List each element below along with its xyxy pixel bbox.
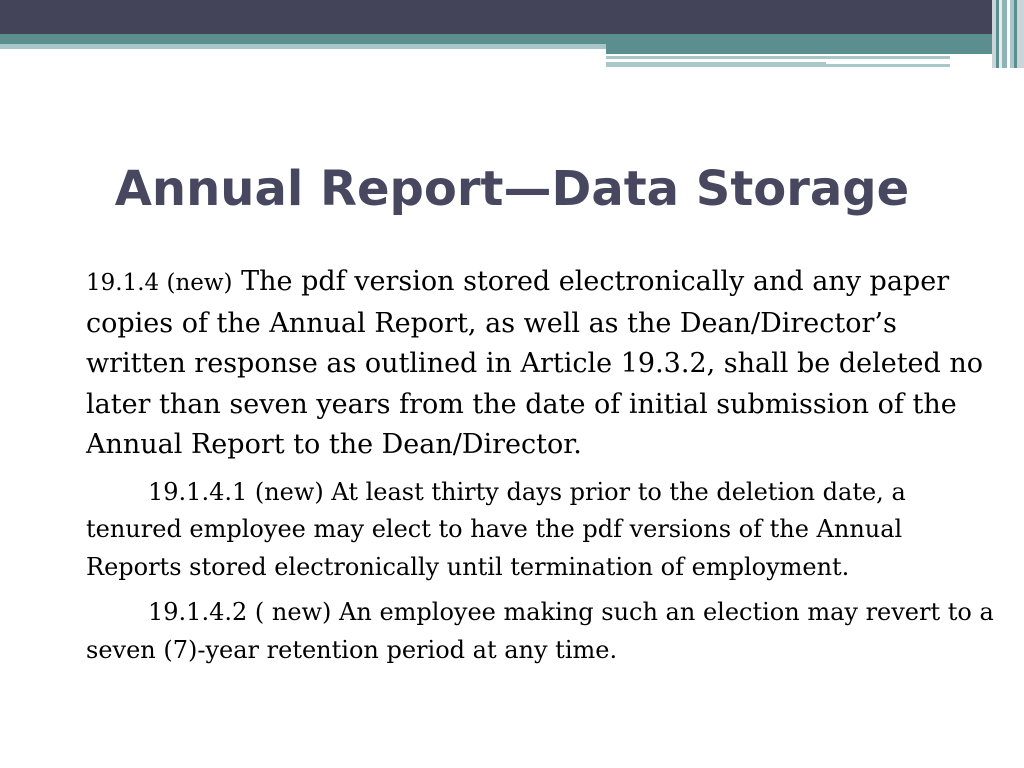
paragraph-lead: 19.1.4 (new) (86, 270, 233, 296)
header-teal-bar (0, 34, 1024, 44)
header-right-light-line (606, 56, 950, 59)
header-light-bar (0, 44, 606, 49)
header-right-light-line-short (826, 64, 950, 67)
slide-title: Annual Report—Data Storage (114, 161, 910, 217)
paragraph-text: The pdf version stored electronically and any paper copies of the Annual Report, as well as the Dean/Director’s written response as outlined in Article 19.3.2, shall be deleted no later than seven years from the date of initial submission of the Annual Report to the Dean/Director. (86, 266, 984, 460)
paragraph-19-1-4 (86, 262, 996, 466)
paragraph-19-1-4-2: 19.1.4.2 ( new) An employee making such an election may revert to a seven (7)-year retention period at any time. (86, 598, 994, 664)
header-dark-bar (0, 0, 1024, 34)
header-right-light-bar (606, 62, 826, 67)
header-corner-stripes (992, 0, 1024, 68)
paragraph-19-1-4-1: 19.1.4.1 (new) At least thirty days prior to the deletion date, a tenured employee may elect to have the pdf versions of the Annual Reports stored electronically until termination of employment. (86, 477, 906, 581)
slide-body (86, 262, 996, 677)
header-right-teal-bar (606, 44, 1024, 54)
